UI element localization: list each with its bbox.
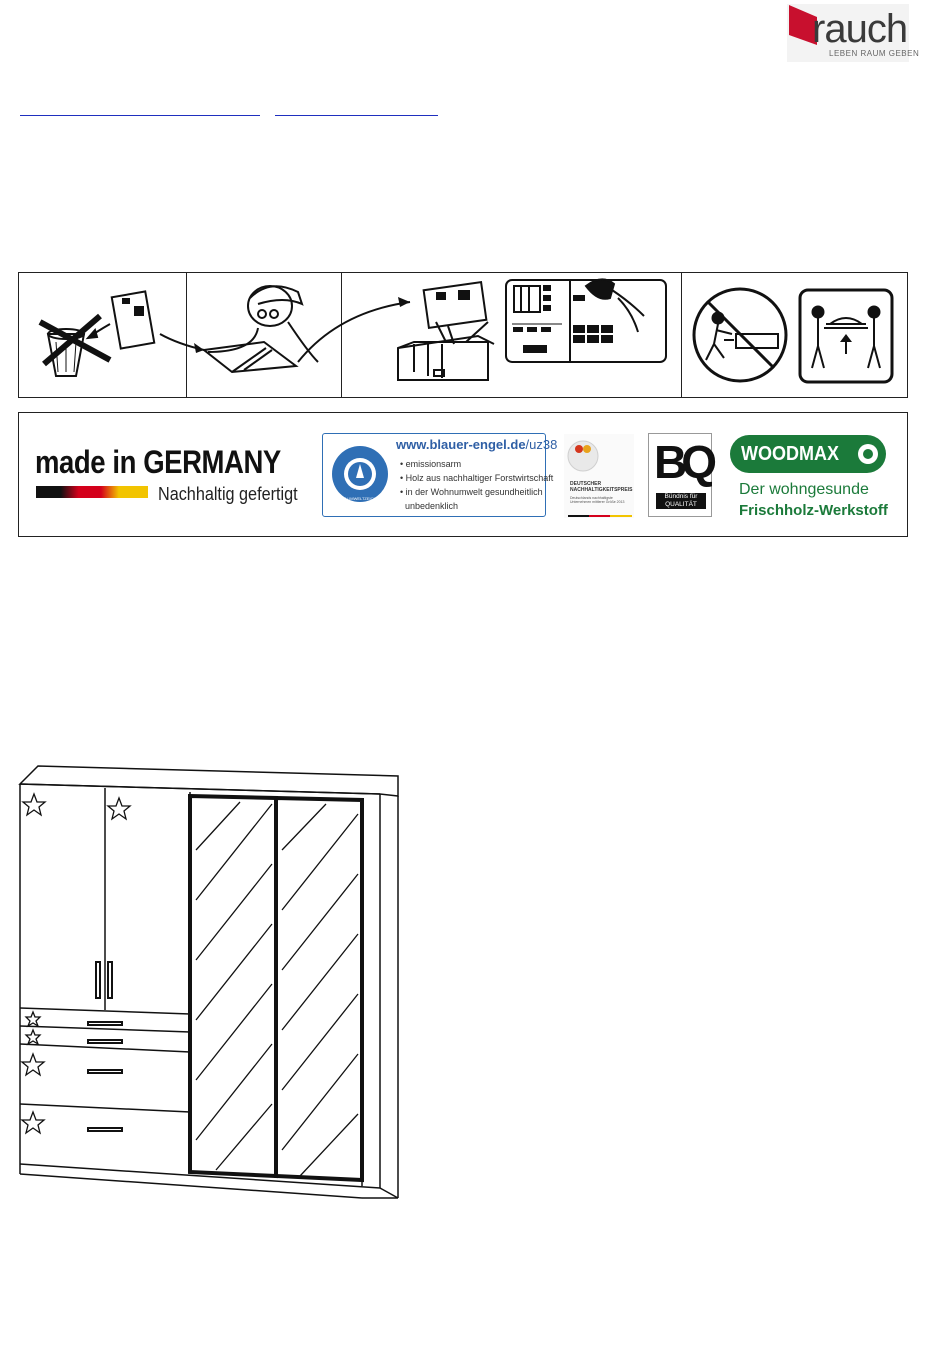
bq-logo: BQ	[654, 436, 711, 488]
woodmax-line-2: Frischholz-Werkstoff	[739, 502, 888, 519]
nachhaltigkeitspreis-sphere-icon	[566, 436, 602, 478]
instruction-illustrations	[18, 272, 908, 398]
bullet-item: • in der Wohnumwelt gesundheitlich	[400, 487, 543, 497]
lift-to-move-icon	[800, 290, 892, 382]
bullet-item: • emissionsarm	[400, 459, 462, 469]
bullet-item: unbedenklich	[405, 501, 459, 511]
blauer-engel-bullet-list	[400, 457, 553, 513]
blauer-engel-url[interactable]	[396, 437, 557, 452]
german-flag-stripe	[36, 486, 148, 498]
woodmax-line-1: Der wohngesunde	[739, 481, 869, 498]
document-link-2[interactable]	[275, 115, 438, 116]
bullet-item: • Holz aus nachhaltiger Forstwirtschaft	[400, 473, 554, 483]
product-label-icon	[506, 279, 666, 362]
brand-name: rauch	[812, 7, 908, 51]
seal-text-top: BLAUER ENGEL	[340, 441, 380, 447]
do-not-push-icon	[694, 289, 786, 381]
seal-text-bottom: DAS UMWELTZEICHEN	[338, 496, 382, 501]
made-in-germany-title: made in GERMANY	[35, 444, 281, 480]
blauer-engel-seal-icon	[330, 436, 390, 514]
document-link-1[interactable]	[20, 115, 260, 116]
blauer-engel-url-suffix: /uz38	[525, 437, 558, 452]
woodmax-dot-inner	[863, 449, 873, 459]
made-in-germany-subtitle: Nachhaltig gefertigt	[158, 484, 298, 504]
nachhaltigkeitspreis-subtitle: Deutschlands nachhaltigste Unternehmen mittlerer Größe 2013	[570, 496, 625, 504]
bq-subtitle: Bündnis für QUALITÄT	[656, 493, 706, 509]
do-not-discard-instructions-icon	[40, 291, 154, 376]
woodmax-name: WOODMAX	[741, 443, 840, 465]
blauer-engel-url-main: www.blauer-engel.de	[396, 437, 526, 452]
nachhaltigkeitspreis-flag	[568, 515, 632, 517]
brand-tagline: LEBEN RAUM GEBEN	[829, 49, 920, 58]
file-instructions-icon	[398, 282, 494, 380]
nachhaltigkeitspreis-title: DEUTSCHER NACHHALTIGKEITSPREIS	[570, 481, 633, 493]
wardrobe-drawing	[0, 740, 420, 1210]
